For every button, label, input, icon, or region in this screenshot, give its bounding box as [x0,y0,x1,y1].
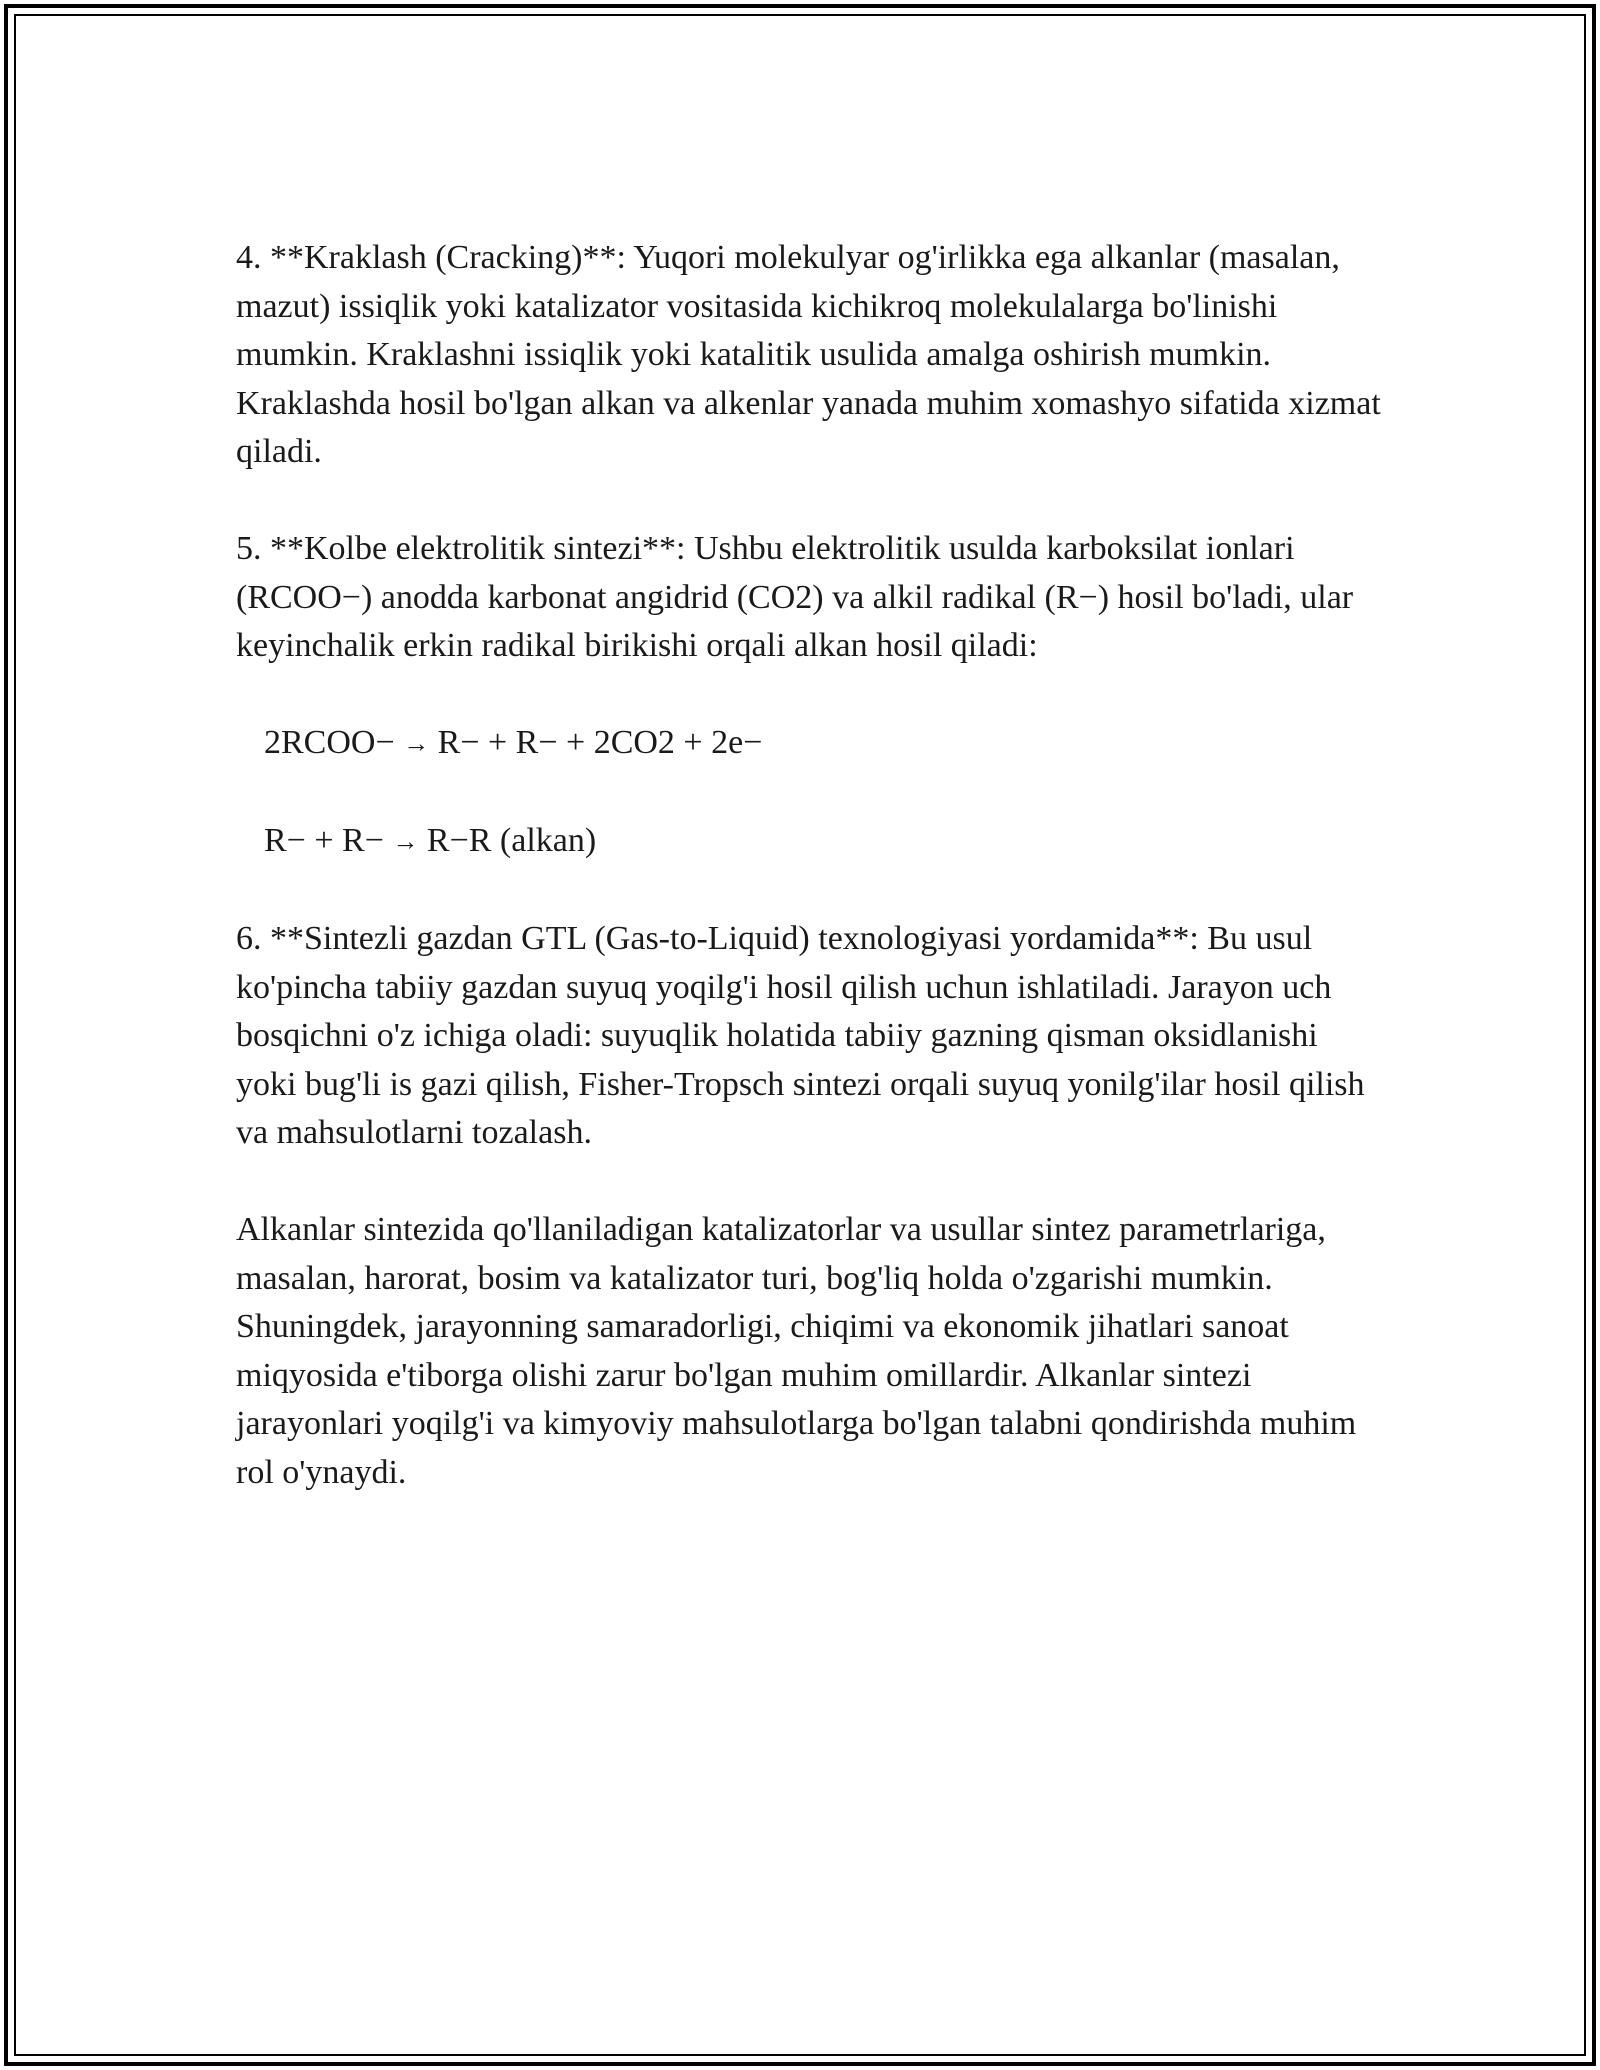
paragraph-conclusion: Alkanlar sintezida qo'llaniladigan katalizatorlar va usullar sintez parametrlariga, masalan, harorat, bosim va katalizator turi, bog'liq holda o'zgarishi mumkin. Shuningdek, jarayonning samaradorligi, chiqimi va ekonomik jihatlari sanoat miqyosida e'tiborga olishi zarur bo'lgan muhim omillardir. Alkanlar sintezi jarayonlari yoqilg'i va kimyoviy mahsulotlarga bo'lgan talabni qondirishda muhim rol o'ynaydi. [236,1211,1357,1491]
equation-right: R−R (alkan) [418,822,597,859]
equation-right: R− + R− + 2CO2 + 2e− [429,724,763,761]
equation-kolbe-electrolysis [236,719,1386,769]
equation-left: R− + R− [264,822,393,859]
document-body [236,234,1386,1546]
equation-radical-coupling [236,817,1386,867]
paragraph-gtl-technology: 6. **Sintezli gazdan GTL (Gas-to-Liquid) texnologiyasi yordamida**: Bu usul ko'pincha tabiiy gazdan suyuq yoqilg'i hosil qilish uchun ishlatiladi. Jarayon uch bosqichni o'z ichiga oladi: suyuqlik holatida tabiiy gazning qisman oksidlanishi yoki bug'li is gazi qilish, Fisher-Tropsch sintezi orqali suyuq yonilg'ilar hosil qilish va mahsulotlarni tozalash. [236,920,1365,1151]
equation-left: 2RCOO− [264,724,404,761]
reaction-arrow: → [403,729,430,758]
paragraph-kolbe-synthesis: 5. **Kolbe elektrolitik sintezi**: Ushbu elektrolitik usulda karboksilat ionlari (RCOO−) anodda karbonat angidrid (CO2) va alkil radikal (R−) hosil bo'ladi, ular keyinchalik erkin radikal birikishi orqali alkan hosil qiladi: [236,530,1354,664]
paragraph-cracking: 4. **Kraklash (Cracking)**: Yuqori molekulyar og'irlikka ega alkanlar (masalan, mazut) issiqlik yoki katalizator vositasida kichikroq molekulalarga bo'linishi mumkin. Kraklashni issiqlik yoki katalitik usulida amalga oshirish mumkin. Kraklashda hosil bo'lgan alkan va alkenlar yanada muhim xomashyo sifatida xizmat qiladi. [236,239,1381,470]
reaction-arrow: → [392,827,419,856]
